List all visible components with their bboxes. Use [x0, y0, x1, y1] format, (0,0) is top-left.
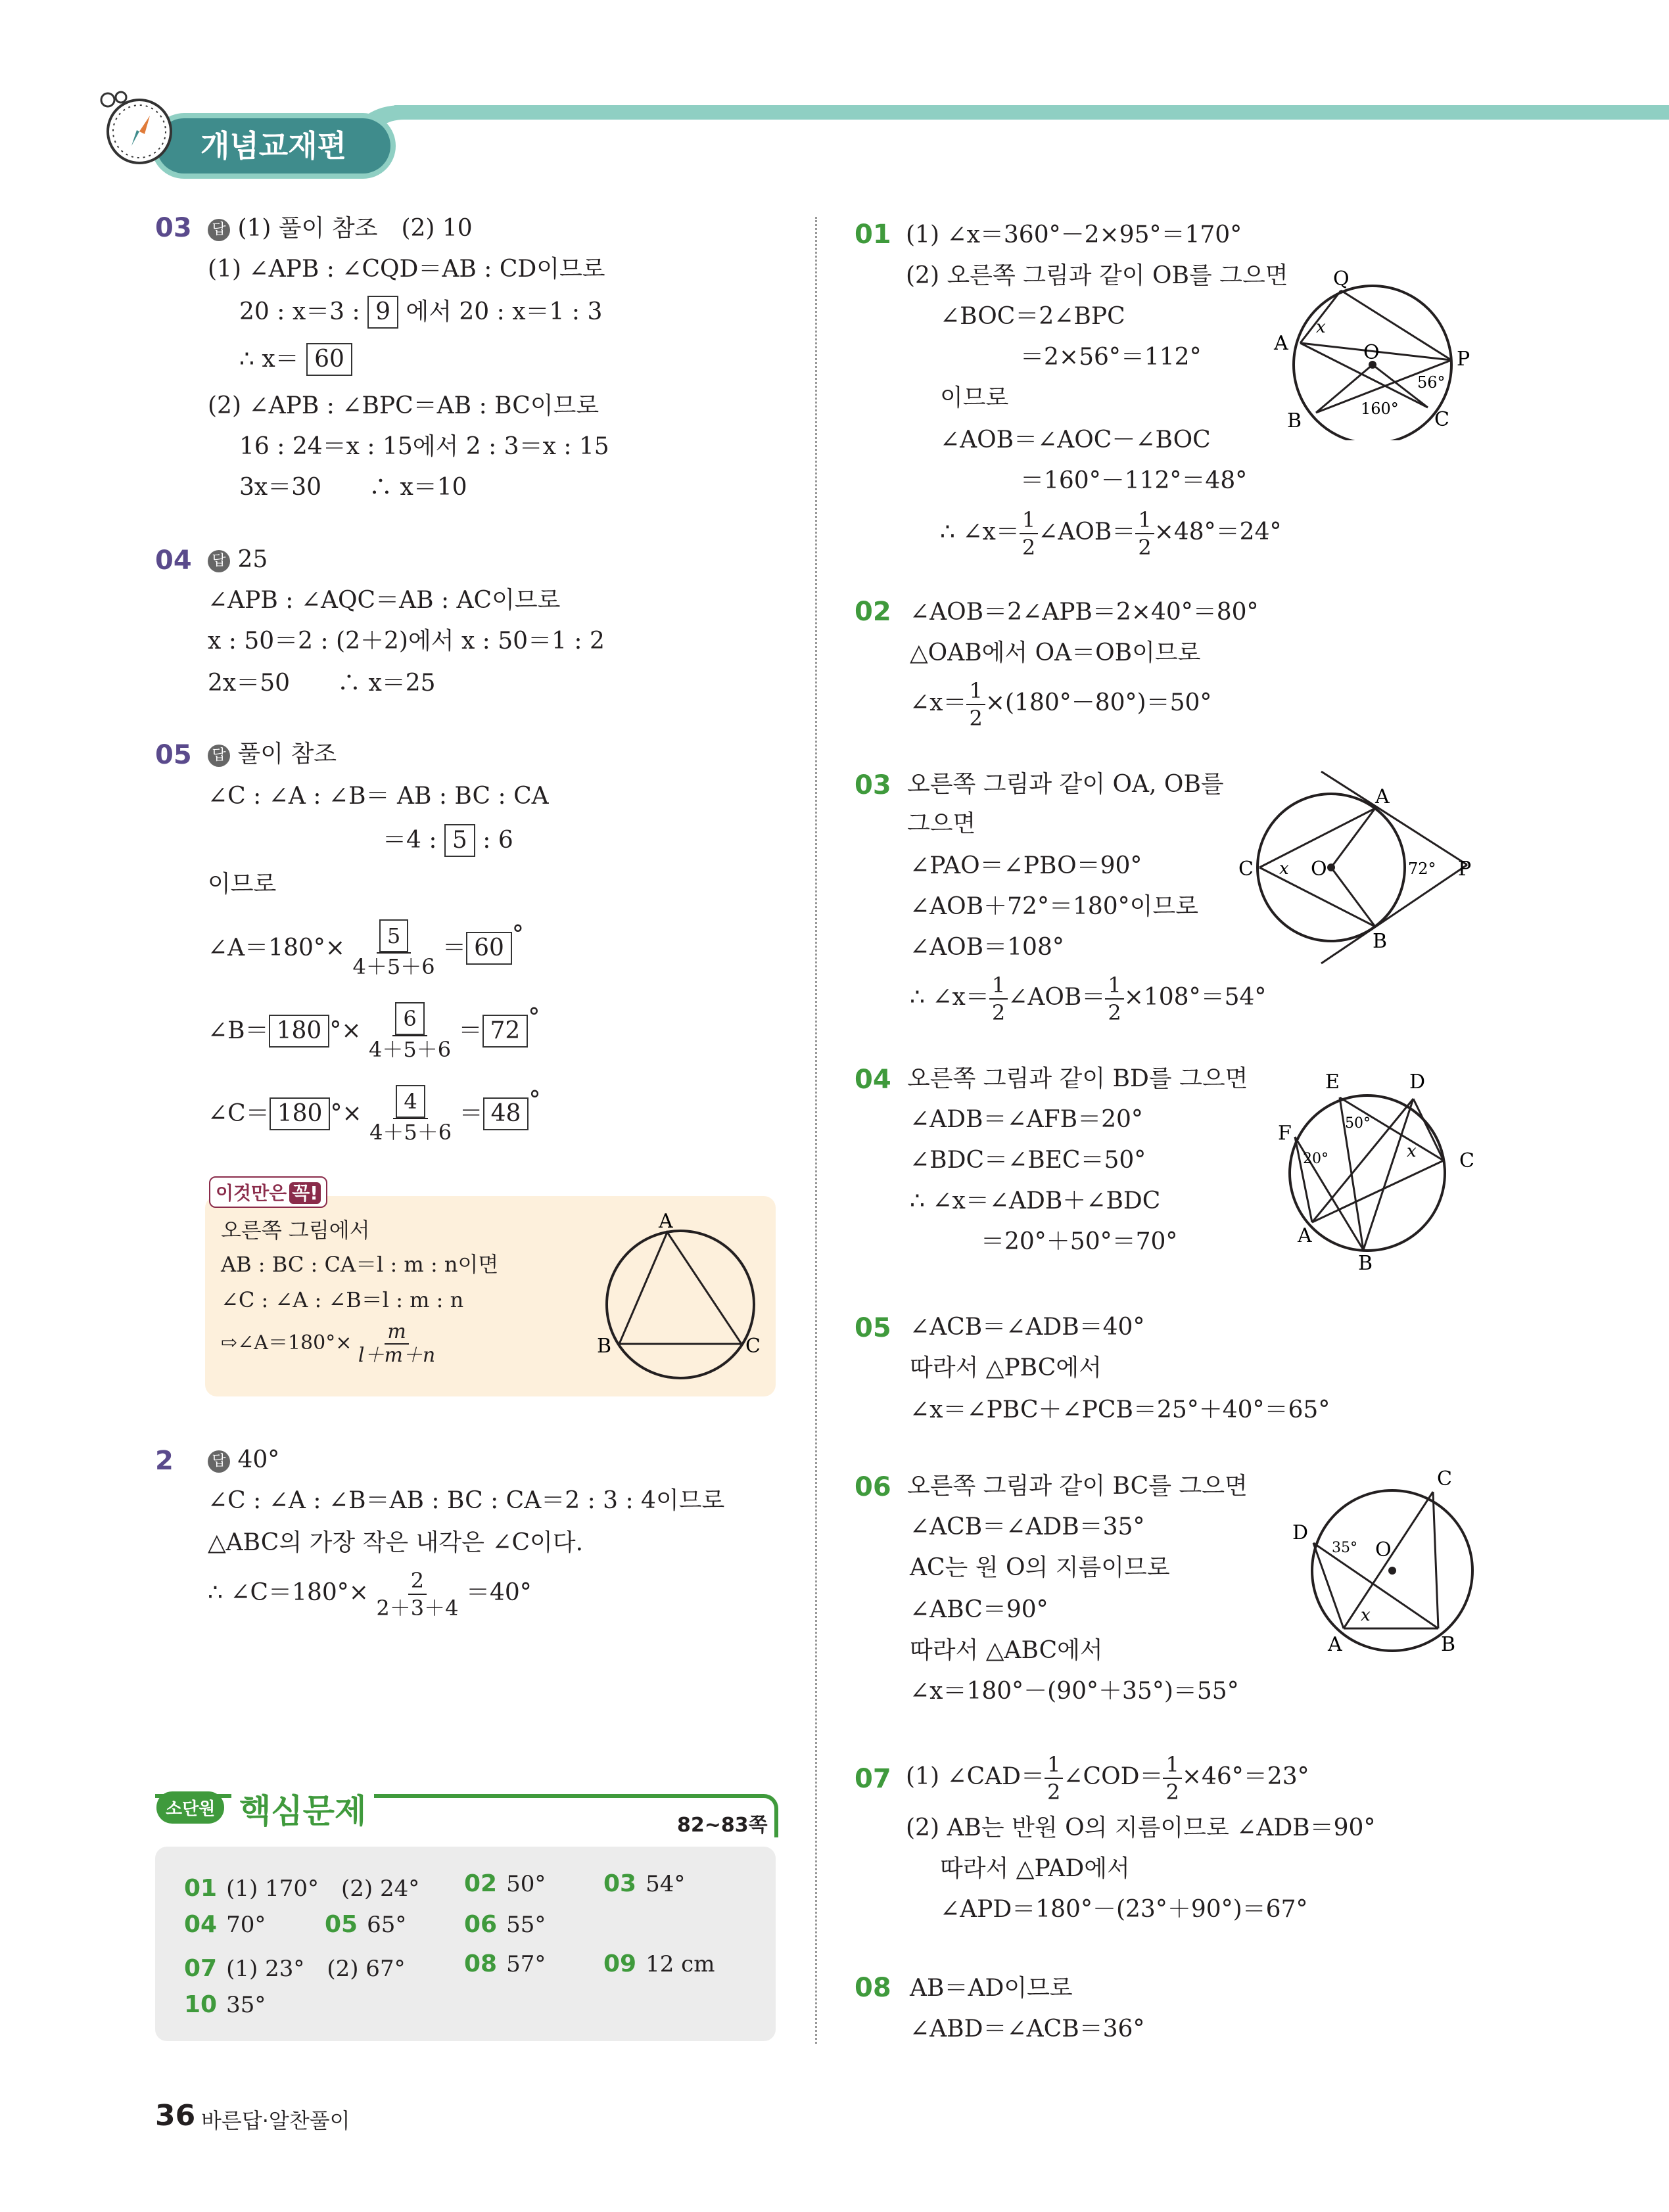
q03-right-line4: ∠AOB＋72°＝180°이므로: [910, 893, 1198, 920]
answer-text: 25: [237, 546, 268, 573]
q03-left-line6: 3x＝30 ∴ x＝10: [239, 474, 467, 501]
q08-right-line2: ∠ABD＝∠ACB＝36°: [910, 2016, 1145, 2042]
label-x: x: [1407, 1141, 1417, 1161]
summary-item-03: 03 54°: [603, 1870, 686, 1897]
label-f: F: [1278, 1122, 1292, 1145]
column-separator: [815, 217, 817, 2044]
q04-right-line2: ∠ADB＝∠AFB＝20°: [910, 1106, 1143, 1133]
tip-line4: ⇨∠A＝180°× $\frac{m}{l+m+n}$: [221, 1320, 436, 1367]
q05-angle-b: ∠B＝ 180 °× $\frac{6}{4+5+6}$ ＝ 72 °: [208, 995, 540, 1067]
answer-text: 풀이 참조: [237, 741, 337, 768]
q06-left-line3: ∴ ∠C＝180°× $\frac{2}{2+3+4}$ ＝40°: [208, 1568, 532, 1621]
blank-box: 9: [367, 296, 398, 329]
answer-badge: 답: [208, 1450, 230, 1473]
footer-label: 바른답·알찬풀이: [201, 2108, 350, 2133]
q03-right-line1: 오른쪽 그림과 같이 OA, OB를: [907, 771, 1224, 798]
q07-right-number: 07: [855, 1764, 891, 1794]
summary-item-06: 06 55°: [464, 1911, 546, 1938]
q03-circle-figure: [1236, 769, 1486, 973]
q05-right-line1: ∠ACB＝∠ADB＝40°: [910, 1314, 1145, 1341]
q05-angle-a: ∠A＝180°× $\frac{5}{4+5+6}$ ＝ 60 °: [208, 912, 524, 984]
fraction: $\frac{5}{4+5+6}$: [353, 919, 435, 980]
q08-right-line1: AB＝AD이므로: [910, 1975, 1073, 2002]
q03-right-line3: ∠PAO＝∠PBO＝90°: [910, 852, 1142, 879]
q04-left-line1: ∠APB : ∠AQC＝AB : AC이므로: [208, 587, 561, 614]
answer-badge: 답: [208, 550, 230, 572]
q03-left-line3: ∴ x＝ 60: [239, 343, 352, 376]
q06-right-number: 06: [855, 1472, 891, 1502]
summary-item-04: 04 70°: [184, 1911, 266, 1938]
summary-item-10: 10 35°: [184, 1991, 266, 2018]
q05-left-number: 05: [155, 740, 192, 770]
tip-line2: AB : BC : CA＝l : m : n이면: [221, 1252, 499, 1277]
label-b: B: [1358, 1252, 1373, 1275]
q06-right-line1: 오른쪽 그림과 같이 BC를 그으면: [907, 1473, 1248, 1500]
q01-right-line3: ∠BOC＝2∠BPC: [940, 303, 1125, 330]
q01-right-number: 01: [855, 219, 891, 250]
label-a: A: [1328, 1633, 1342, 1656]
page-number: 36: [155, 2099, 196, 2132]
blank-box: 5: [444, 824, 475, 857]
label-d: D: [1409, 1071, 1426, 1094]
label-x: x: [1316, 317, 1326, 337]
q03-left-line4: (2) ∠APB : ∠BPC＝AB : BC이므로: [208, 392, 599, 419]
q06-left-line1: ∠C : ∠A : ∠B＝AB : BC : CA＝2 : 3 : 4이므로: [208, 1487, 725, 1514]
label-a: A: [659, 1210, 673, 1233]
tip-triangle-figure: [592, 1209, 769, 1387]
label-b: B: [1287, 409, 1302, 432]
q01-right-line1: (1) ∠x＝360°－2×95°＝170°: [906, 221, 1242, 248]
tip-tag: 이것만은 꼭!: [209, 1176, 327, 1208]
label-o: O: [1375, 1538, 1392, 1561]
summary-item-08: 08 57°: [464, 1950, 546, 1977]
label-c: C: [1459, 1149, 1474, 1172]
q03-right-number: 03: [855, 770, 891, 800]
summary-item-07: 07 (1) 23° (2) 67°: [184, 1955, 406, 1982]
q04-right-line4: ∴ ∠x＝∠ADB＋∠BDC: [910, 1187, 1161, 1214]
q06-right-line5: 따라서 △ABC에서: [910, 1637, 1103, 1664]
q04-right-line1: 오른쪽 그림과 같이 BD를 그으면: [907, 1065, 1248, 1092]
label-o: O: [1311, 858, 1327, 881]
label-b: B: [1373, 930, 1388, 953]
label-50: 50°: [1345, 1115, 1371, 1132]
q03-left-line5: 16 : 24＝x : 15에서 2 : 3＝x : 15: [239, 433, 609, 460]
q06-left-answer: [208, 1446, 279, 1475]
header-band: [394, 105, 1669, 120]
q03-left-number: 03: [155, 213, 192, 243]
fraction: $\frac{2}{2+3+4}$: [376, 1568, 459, 1621]
q05-right-number: 05: [855, 1313, 891, 1343]
q04-circle-figure: [1269, 1065, 1479, 1275]
q01-right-line4: ＝2×56°＝112°: [1020, 344, 1202, 371]
answer-text: 40°: [237, 1446, 280, 1473]
q03-right-line6: ∴ ∠x＝ $\frac{1}{2}$ ∠AOB＝ $\frac{1}{2}$ ×108°＝54°: [910, 973, 1267, 1025]
q07-right-line1: (1) ∠CAD＝ $\frac{1}{2}$ ∠COD＝ $\frac{1}{2}$ ×46°＝23°: [906, 1752, 1309, 1805]
q05-left-line2: ＝4 : 5 : 6: [383, 824, 513, 857]
q07-right-line2: (2) AB는 반원 O의 지름이므로 ∠ADB＝90°: [906, 1814, 1376, 1841]
q02-right-line1: ∠AOB＝2∠APB＝2×40°＝80°: [910, 599, 1259, 626]
stopwatch-icon: [99, 91, 177, 170]
summary-item-02: 02 50°: [464, 1870, 546, 1897]
q05-angle-c: ∠C＝ 180 °× $\frac{4}{4+5+6}$ ＝ 48 °: [208, 1078, 540, 1150]
label-p: P: [1457, 348, 1470, 371]
label-56: 56°: [1417, 373, 1446, 392]
label-a: A: [1274, 332, 1288, 355]
label-72: 72°: [1408, 860, 1436, 878]
label-q: Q: [1333, 267, 1350, 290]
q05-right-line3: ∠x＝∠PBC＋∠PCB＝25°＋40°＝65°: [910, 1396, 1330, 1423]
q02-right-number: 02: [855, 597, 891, 627]
q06-right-line2: ∠ACB＝∠ADB＝35°: [910, 1513, 1145, 1540]
answer-badge: 답: [208, 745, 230, 767]
q01-right-line8: ∴ ∠x＝ $\frac{1}{2}$ ∠AOB＝ $\frac{1}{2}$ ×48°＝24°: [940, 507, 1282, 560]
label-x: x: [1279, 859, 1289, 879]
q04-right-line3: ∠BDC＝∠BEC＝50°: [910, 1147, 1146, 1174]
q04-left-line3: 2x＝50 ∴ x＝25: [208, 670, 436, 697]
q04-right-line5: ＝20°＋50°＝70°: [981, 1228, 1178, 1255]
tip-line1: 오른쪽 그림에서: [221, 1218, 370, 1243]
q06-circle-figure: [1288, 1465, 1486, 1663]
q06-left-line2: △ABC의 가장 작은 내각은 ∠C이다.: [208, 1529, 584, 1556]
label-e: E: [1325, 1071, 1340, 1094]
q07-right-line3: 따라서 △PAD에서: [940, 1855, 1130, 1882]
q06-left-number: 2: [155, 1446, 174, 1476]
summary-pages: 82~83쪽: [677, 1814, 768, 1837]
q02-right-line3: ∠x＝ $\frac{1}{2}$ ×(180°－80°)＝50°: [910, 678, 1212, 731]
q03-left-line1: (1) ∠APB : ∠CQD＝AB : CD이므로: [208, 256, 605, 283]
label-160: 160°: [1361, 400, 1399, 418]
q04-left-number: 04: [155, 545, 192, 576]
blank-box: 60: [306, 343, 352, 376]
summary-tag: 소단원: [156, 1791, 224, 1824]
fraction: $\frac{4}{4+5+6}$: [369, 1085, 452, 1145]
label-c: C: [1434, 408, 1449, 431]
label-20: 20°: [1303, 1151, 1328, 1167]
header-title: 개념교재편: [156, 118, 390, 173]
q01-right-line2: (2) 오른쪽 그림과 같이 OB를 그으면: [906, 262, 1288, 289]
fraction: $\frac{6}{4+5+6}$: [369, 1002, 451, 1063]
answer-badge: 답: [208, 219, 230, 241]
label-a: A: [1375, 785, 1390, 808]
label-35: 35°: [1332, 1540, 1357, 1556]
summary-item-01: 01 (1) 170° (2) 24°: [184, 1875, 420, 1902]
summary-item-05: 05 65°: [325, 1911, 407, 1938]
label-c: C: [1238, 858, 1254, 881]
label-o: O: [1363, 341, 1380, 364]
label-x: x: [1361, 1605, 1371, 1625]
q06-right-line6: ∠x＝180°－(90°＋35°)＝55°: [910, 1678, 1239, 1705]
label-b: B: [1441, 1633, 1456, 1656]
label-p: P: [1458, 858, 1472, 881]
label-a: A: [1298, 1224, 1312, 1247]
q06-right-line3: AC는 원 O의 지름이므로: [910, 1554, 1170, 1581]
q03-right-line5: ∠AOB＝108°: [910, 934, 1064, 961]
label-b: B: [597, 1335, 612, 1358]
q01-right-line6: ∠AOB＝∠AOC－∠BOC: [940, 426, 1211, 453]
q03-left-line2: 20 : x＝3 : 9 에서 20 : x＝1 : 3: [239, 296, 602, 329]
q05-left-line1: ∠C : ∠A : ∠B＝ AB : BC : CA: [208, 783, 549, 810]
q01-circle-figure: [1262, 263, 1472, 440]
fraction: $\frac{m}{l+m+n}$: [358, 1320, 436, 1367]
q05-right-line2: 따라서 △PBC에서: [910, 1354, 1102, 1381]
q05-left-answer: [208, 740, 337, 769]
summary-title: 핵심문제: [231, 1785, 374, 1832]
label-c: C: [745, 1335, 761, 1358]
tip-line3: ∠C : ∠A : ∠B＝l : m : n: [221, 1287, 464, 1312]
q04-right-number: 04: [855, 1065, 891, 1095]
summary-item-09: 09 12 cm: [603, 1950, 715, 1977]
q06-right-line4: ∠ABC＝90°: [910, 1596, 1048, 1623]
label-d: D: [1292, 1521, 1309, 1544]
answer-text: (1) 풀이 참조 (2) 10: [237, 215, 473, 242]
q03-left-answer: [208, 214, 473, 243]
q02-right-line2: △OAB에서 OA＝OB이므로: [910, 639, 1201, 666]
q03-right-line2: 그으면: [907, 810, 976, 837]
label-c: C: [1437, 1467, 1452, 1490]
q01-right-line5: 이므로: [940, 384, 1009, 411]
q04-left-line2: x : 50＝2 : (2＋2)에서 x : 50＝1 : 2: [208, 628, 605, 655]
q04-left-answer: [208, 545, 268, 574]
q08-right-number: 08: [855, 1973, 891, 2003]
q01-right-line7: ＝160°－112°＝48°: [1020, 467, 1248, 494]
q05-left-line3: 이므로: [208, 871, 277, 898]
q07-right-line4: ∠APD＝180°－(23°＋90°)＝67°: [940, 1896, 1308, 1923]
